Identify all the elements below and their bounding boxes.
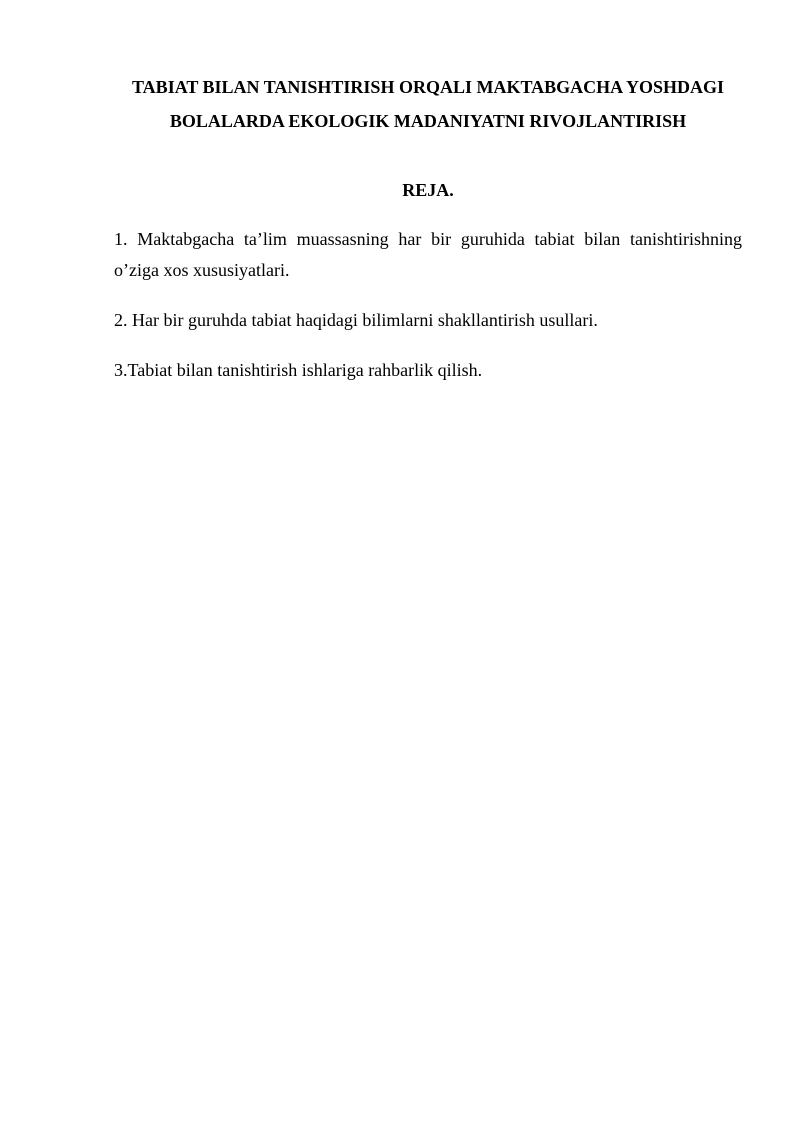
title-line-1: TABIAT BILAN TANISHTIRISH ORQALI MAKTABGACHA YOSHDAGI xyxy=(132,77,724,97)
title-line-2: BOLALARDA EKOLOGIK MADANIYATNI RIVOJLANTIRISH xyxy=(169,111,687,131)
document-title xyxy=(114,70,742,138)
plan-item-1: 1. Maktabgacha ta’lim muassasning har bir guruhida tabiat bilan tanishtirishning o’ziga xos xususiyatlari. xyxy=(114,229,742,280)
plan-item-2: 2. Har bir guruhda tabiat haqidagi bilimlarni shakllantirish usullari. xyxy=(114,310,598,330)
section-heading: REJA. xyxy=(402,180,454,200)
plan-item-3: 3.Tabiat bilan tanishtirish ishlariga rahbarlik qilish. xyxy=(114,360,483,380)
plan-list xyxy=(114,224,742,386)
document-content xyxy=(114,70,742,386)
